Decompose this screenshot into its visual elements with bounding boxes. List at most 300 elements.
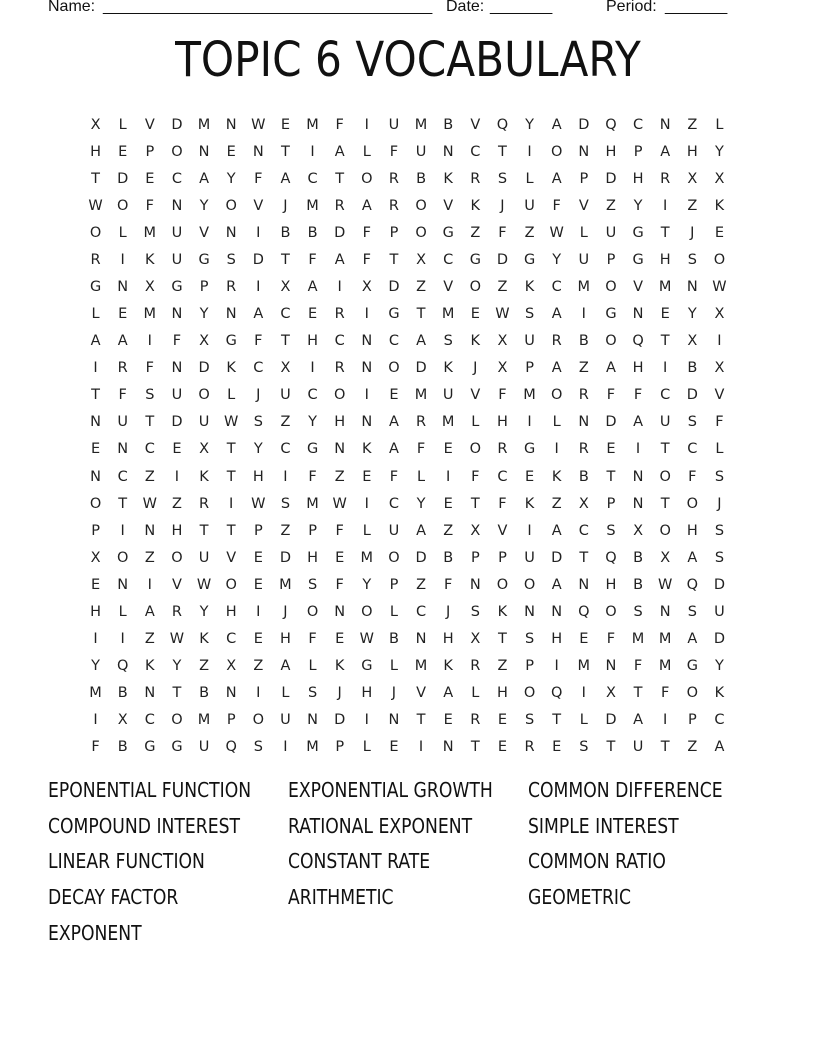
grid-cell[interactable]: E [389,387,399,404]
grid-cell[interactable]: N [605,658,617,675]
grid-cell[interactable]: Z [416,576,427,593]
grid-cell[interactable]: G [361,658,373,675]
grid-cell[interactable]: A [551,170,562,187]
grid-cell[interactable]: X [470,631,481,648]
grid-cell[interactable]: R [388,170,399,187]
grid-cell[interactable]: L [579,224,588,241]
grid-cell[interactable]: N [334,441,346,458]
grid-cell[interactable]: R [416,414,427,431]
grid-cell[interactable]: L [308,658,317,675]
grid-cell[interactable]: G [306,441,319,458]
grid-cell[interactable]: N [361,333,373,350]
grid-cell[interactable]: N [659,603,671,620]
grid-cell[interactable]: F [416,441,426,458]
grid-cell[interactable]: I [635,441,641,458]
grid-cell[interactable]: F [498,224,507,241]
grid-cell[interactable]: F [389,468,399,485]
grid-cell[interactable]: V [443,279,454,295]
grid-cell[interactable]: X [497,360,508,377]
grid-cell[interactable]: F [362,251,371,268]
grid-cell[interactable]: O [116,197,129,214]
grid-cell[interactable]: R [660,170,671,187]
grid-cell[interactable]: M [577,658,591,675]
name-field[interactable]: _____________________________________ [103,0,433,15]
grid-cell[interactable]: Q [632,333,644,350]
grid-cell[interactable]: F [254,170,263,187]
grid-cell[interactable]: A [551,522,562,539]
grid-cell[interactable]: F [308,631,317,648]
grid-cell[interactable]: I [554,441,559,458]
grid-cell[interactable]: A [416,522,427,539]
grid-cell[interactable]: Z [578,360,589,377]
grid-cell[interactable]: Y [715,658,724,675]
grid-cell[interactable]: M [658,658,672,675]
grid-cell[interactable]: C [253,360,264,377]
grid-cell[interactable]: E [253,549,263,566]
grid-cell[interactable]: I [120,631,125,648]
grid-cell[interactable]: I [310,143,315,160]
grid-cell[interactable]: U [198,549,210,566]
grid-cell[interactable]: S [714,522,725,539]
grid-cell[interactable]: S [307,576,318,593]
grid-cell[interactable]: A [633,414,644,431]
grid-cell[interactable]: P [145,143,155,160]
grid-cell[interactable]: L [471,414,480,431]
grid-cell[interactable]: C [578,522,589,539]
grid-cell[interactable]: R [388,197,399,214]
grid-cell[interactable]: T [226,468,236,485]
grid-cell[interactable]: O [523,685,536,702]
grid-cell[interactable]: N [632,468,644,485]
grid-cell[interactable]: E [280,116,291,133]
grid-cell[interactable]: Y [172,658,182,675]
grid-cell[interactable]: O [686,685,699,702]
grid-cell[interactable]: M [306,116,319,133]
grid-cell[interactable]: O [89,224,102,241]
grid-cell[interactable]: A [253,306,264,323]
grid-cell[interactable]: B [280,224,291,241]
grid-cell[interactable]: Q [116,658,129,675]
grid-cell[interactable]: C [633,116,644,133]
grid-cell[interactable]: Z [687,116,698,133]
grid-cell[interactable]: H [171,522,183,539]
grid-cell[interactable]: X [90,549,101,566]
grid-cell[interactable]: N [171,360,183,377]
grid-cell[interactable]: H [279,631,291,648]
grid-cell[interactable]: X [117,712,128,729]
grid-cell[interactable]: A [551,360,562,377]
grid-cell[interactable]: F [444,576,453,593]
grid-cell[interactable]: K [334,658,345,675]
grid-cell[interactable]: S [226,251,236,268]
grid-cell[interactable]: G [171,279,183,295]
grid-cell[interactable]: I [364,306,369,323]
grid-cell[interactable]: T [91,170,100,187]
grid-cell[interactable]: W [549,224,564,241]
grid-cell[interactable]: T [335,170,345,187]
grid-cell[interactable]: G [686,658,698,675]
grid-cell[interactable]: M [658,631,672,648]
grid-cell[interactable]: R [551,333,562,350]
grid-cell[interactable]: R [470,658,481,675]
grid-cell[interactable]: A [144,603,155,620]
grid-cell[interactable]: N [361,414,373,431]
grid-cell[interactable]: U [280,387,291,404]
grid-cell[interactable]: X [633,522,644,539]
grid-cell[interactable]: I [581,685,586,702]
grid-cell[interactable]: O [361,603,373,620]
grid-cell[interactable]: M [143,224,157,241]
grid-cell[interactable]: L [227,387,236,404]
grid-cell[interactable]: P [525,360,534,377]
grid-cell[interactable]: Z [551,495,562,512]
grid-cell[interactable]: X [199,333,210,350]
grid-cell[interactable]: R [334,360,345,377]
grid-cell[interactable]: V [470,387,481,404]
grid-cell[interactable]: L [362,739,371,756]
grid-cell[interactable]: G [632,251,644,268]
grid-cell[interactable]: V [171,576,182,593]
grid-cell[interactable]: G [523,441,536,458]
grid-cell[interactable]: F [308,251,317,268]
grid-cell[interactable]: U [198,739,210,756]
grid-cell[interactable]: N [225,224,237,241]
grid-cell[interactable]: H [632,360,644,377]
grid-cell[interactable]: O [171,549,183,566]
grid-cell[interactable]: H [90,143,102,160]
grid-cell[interactable]: L [389,603,398,620]
grid-cell[interactable]: D [605,414,617,431]
grid-cell[interactable]: O [388,549,400,566]
grid-cell[interactable]: T [281,143,290,160]
grid-cell[interactable]: P [199,279,209,295]
grid-cell[interactable]: W [88,197,103,214]
grid-cell[interactable]: B [443,116,454,133]
grid-cell[interactable]: C [416,603,427,620]
grid-cell[interactable]: U [442,387,454,404]
grid-cell[interactable]: W [169,631,185,648]
grid-cell[interactable]: Y [199,197,209,214]
grid-cell[interactable]: K [145,658,155,675]
grid-cell[interactable]: U [524,549,535,566]
grid-cell[interactable]: M [306,495,319,512]
grid-cell[interactable]: N [632,306,644,323]
grid-cell[interactable]: P [335,739,345,756]
grid-cell[interactable]: I [554,658,559,675]
grid-cell[interactable]: I [256,685,261,702]
grid-cell[interactable]: H [686,522,698,539]
grid-cell[interactable]: Z [497,279,508,295]
grid-cell[interactable]: T [579,549,589,566]
grid-cell[interactable]: B [633,549,644,566]
grid-cell[interactable]: S [497,170,508,187]
grid-cell[interactable]: R [578,441,589,458]
grid-cell[interactable]: L [552,414,561,431]
grid-cell[interactable]: F [715,414,724,431]
grid-cell[interactable]: B [633,576,644,593]
grid-cell[interactable]: B [578,468,589,485]
grid-cell[interactable]: W [495,306,510,323]
grid-cell[interactable]: O [605,603,617,620]
grid-cell[interactable]: U [524,333,535,350]
grid-cell[interactable]: O [171,712,183,729]
grid-cell[interactable]: F [471,468,480,485]
grid-cell[interactable]: V [578,197,589,214]
grid-cell[interactable]: K [524,279,535,295]
grid-cell[interactable]: T [660,333,670,350]
grid-cell[interactable]: V [226,549,237,566]
grid-cell[interactable]: Z [605,197,616,214]
grid-cell[interactable]: T [416,306,426,323]
grid-cell[interactable]: J [717,495,722,512]
grid-cell[interactable]: Y [362,576,372,593]
grid-cell[interactable]: J [500,197,505,214]
grid-cell[interactable]: D [551,549,563,566]
grid-cell[interactable]: L [715,116,724,133]
grid-cell[interactable]: Z [144,468,155,485]
grid-cell[interactable]: D [496,251,509,268]
grid-cell[interactable]: L [118,603,127,620]
grid-cell[interactable]: Y [91,658,100,675]
grid-cell[interactable]: Z [280,522,291,539]
grid-cell[interactable]: N [225,306,237,323]
grid-cell[interactable]: C [388,333,399,350]
grid-cell[interactable]: O [659,522,671,539]
grid-cell[interactable]: O [469,279,482,295]
grid-cell[interactable]: U [415,143,427,160]
grid-cell[interactable]: N [144,685,156,702]
grid-cell[interactable]: X [714,360,725,377]
grid-cell[interactable]: Y [308,414,317,431]
grid-cell[interactable]: O [523,576,536,593]
grid-cell[interactable]: J [256,387,261,404]
grid-cell[interactable]: Y [253,441,263,458]
grid-cell[interactable]: L [579,712,588,729]
grid-cell[interactable]: M [414,116,428,133]
grid-cell[interactable]: I [93,631,98,648]
grid-cell[interactable]: W [224,414,239,431]
grid-cell[interactable]: T [470,495,480,512]
grid-cell[interactable]: C [144,712,155,729]
grid-cell[interactable]: D [415,549,427,566]
grid-cell[interactable]: T [416,712,426,729]
grid-cell[interactable]: U [659,414,671,431]
grid-cell[interactable]: A [199,170,210,187]
grid-cell[interactable]: A [117,333,128,350]
grid-cell[interactable]: O [550,143,563,160]
grid-cell[interactable]: C [443,251,454,268]
grid-cell[interactable]: F [362,224,371,241]
grid-cell[interactable]: M [197,712,211,729]
grid-cell[interactable]: H [605,143,617,160]
grid-cell[interactable]: S [633,603,643,620]
grid-cell[interactable]: C [117,468,128,485]
grid-cell[interactable]: N [171,197,183,214]
grid-cell[interactable]: I [527,143,532,160]
grid-cell[interactable]: G [388,306,400,323]
grid-cell[interactable]: A [687,549,698,566]
grid-cell[interactable]: U [280,712,291,729]
grid-cell[interactable]: O [686,495,699,512]
grid-cell[interactable]: I [93,712,98,729]
grid-cell[interactable]: X [416,251,427,268]
grid-cell[interactable]: I [120,251,125,268]
grid-cell[interactable]: D [605,712,617,729]
grid-cell[interactable]: I [364,116,369,133]
grid-cell[interactable]: S [524,712,535,729]
grid-cell[interactable]: A [90,333,101,350]
grid-cell[interactable]: K [524,495,535,512]
grid-cell[interactable]: I [310,360,315,377]
grid-cell[interactable]: Z [253,658,264,675]
grid-cell[interactable]: R [334,197,345,214]
grid-cell[interactable]: I [446,468,451,485]
grid-cell[interactable]: W [658,576,673,593]
grid-cell[interactable]: E [497,739,508,756]
grid-cell[interactable]: K [470,197,481,214]
grid-cell[interactable]: R [171,603,182,620]
grid-cell[interactable]: Q [496,116,509,133]
grid-cell[interactable]: O [605,279,617,295]
grid-cell[interactable]: N [578,143,590,160]
grid-cell[interactable]: O [713,251,726,268]
grid-cell[interactable]: C [280,441,291,458]
grid-cell[interactable]: K [714,197,725,214]
grid-cell[interactable]: H [361,685,373,702]
grid-cell[interactable]: T [606,468,616,485]
grid-cell[interactable]: F [254,333,263,350]
grid-cell[interactable]: I [229,495,234,512]
grid-cell[interactable]: X [687,333,698,350]
grid-cell[interactable]: X [714,170,725,187]
grid-cell[interactable]: J [690,224,695,241]
grid-cell[interactable]: E [443,441,453,458]
grid-cell[interactable]: F [498,387,507,404]
grid-cell[interactable]: A [280,170,291,187]
grid-cell[interactable]: S [579,739,589,756]
grid-cell[interactable]: C [334,333,345,350]
grid-cell[interactable]: O [605,333,617,350]
grid-cell[interactable]: V [714,387,725,404]
grid-cell[interactable]: M [631,631,645,648]
grid-cell[interactable]: C [551,279,562,295]
grid-cell[interactable]: G [605,306,617,323]
grid-cell[interactable]: N [225,116,237,133]
grid-cell[interactable]: D [686,387,698,404]
grid-cell[interactable]: Z [199,658,210,675]
grid-cell[interactable]: L [362,522,371,539]
grid-cell[interactable]: N [469,576,481,593]
grid-cell[interactable]: Z [470,224,481,241]
grid-cell[interactable]: K [714,685,725,702]
grid-cell[interactable]: D [605,170,617,187]
grid-cell[interactable]: X [605,685,616,702]
grid-cell[interactable]: S [253,414,263,431]
grid-cell[interactable]: O [550,387,563,404]
grid-cell[interactable]: Q [225,739,237,756]
grid-cell[interactable]: E [362,468,372,485]
grid-cell[interactable]: T [498,143,507,160]
grid-cell[interactable]: V [144,116,155,133]
grid-cell[interactable]: F [633,658,643,675]
grid-cell[interactable]: K [226,360,236,377]
grid-cell[interactable]: I [527,522,532,539]
grid-cell[interactable]: W [332,495,347,512]
grid-cell[interactable]: E [606,441,616,458]
grid-cell[interactable]: A [633,712,644,729]
grid-cell[interactable]: D [334,224,346,241]
grid-cell[interactable]: G [469,251,481,268]
grid-cell[interactable]: L [118,116,127,133]
grid-cell[interactable]: N [334,603,346,620]
grid-cell[interactable]: N [144,522,156,539]
grid-cell[interactable]: L [471,685,480,702]
grid-cell[interactable]: T [660,224,670,241]
grid-cell[interactable]: Y [226,170,236,187]
grid-cell[interactable]: N [632,495,644,512]
grid-cell[interactable]: V [416,685,427,702]
grid-cell[interactable]: E [524,468,535,485]
grid-cell[interactable]: T [552,712,562,729]
grid-cell[interactable]: C [714,712,725,729]
grid-cell[interactable]: U [714,603,725,620]
grid-cell[interactable]: E [145,170,155,187]
grid-cell[interactable]: H [442,631,454,648]
grid-cell[interactable]: O [361,170,373,187]
grid-cell[interactable]: E [307,306,318,323]
grid-cell[interactable]: D [388,279,400,295]
grid-cell[interactable]: X [90,116,101,133]
grid-cell[interactable]: J [391,685,397,702]
grid-cell[interactable]: G [523,251,536,268]
grid-cell[interactable]: N [659,116,671,133]
grid-cell[interactable]: A [714,739,725,756]
grid-cell[interactable]: A [551,576,562,593]
grid-cell[interactable]: A [388,414,399,431]
grid-cell[interactable]: Z [687,197,698,214]
grid-cell[interactable]: I [120,522,125,539]
grid-cell[interactable]: P [470,549,480,566]
grid-cell[interactable]: S [687,603,697,620]
grid-cell[interactable]: B [687,360,698,377]
grid-cell[interactable]: S [307,685,318,702]
grid-cell[interactable]: C [307,387,318,404]
grid-cell[interactable]: A [280,658,291,675]
grid-cell[interactable]: S [253,739,263,756]
grid-cell[interactable]: I [364,495,369,512]
grid-cell[interactable]: R [117,360,128,377]
grid-cell[interactable]: F [389,143,399,160]
grid-cell[interactable]: M [441,306,455,323]
grid-cell[interactable]: C [280,306,291,323]
grid-cell[interactable]: Q [605,116,617,133]
grid-cell[interactable]: M [441,414,455,431]
grid-cell[interactable]: B [199,685,210,702]
grid-cell[interactable]: N [307,712,318,729]
grid-cell[interactable]: T [145,414,155,431]
grid-cell[interactable]: I [147,333,152,350]
grid-cell[interactable]: E [335,549,345,566]
grid-cell[interactable]: D [578,116,590,133]
grid-cell[interactable]: I [283,739,288,756]
grid-cell[interactable]: K [443,360,453,377]
grid-cell[interactable]: N [171,306,183,323]
grid-cell[interactable]: O [415,224,427,241]
grid-cell[interactable]: N [252,143,264,160]
grid-cell[interactable]: N [442,739,454,756]
grid-cell[interactable]: N [117,441,129,458]
grid-cell[interactable]: F [335,116,344,133]
